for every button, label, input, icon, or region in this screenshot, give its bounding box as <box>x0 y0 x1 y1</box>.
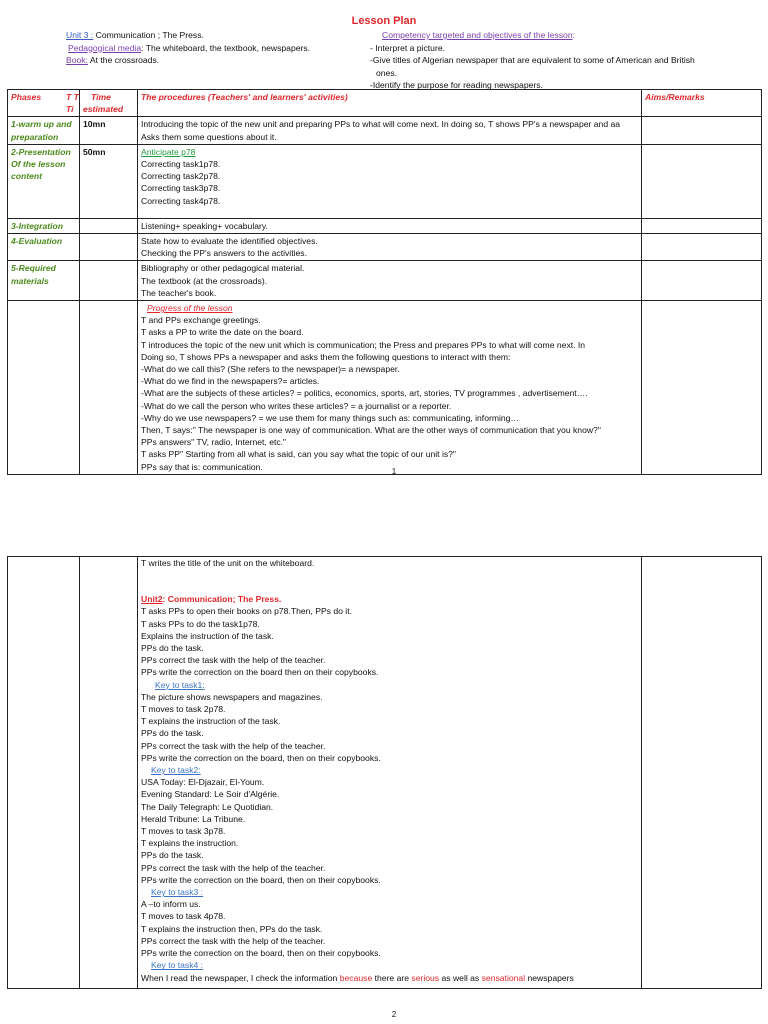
proc-line: T asks PPs to do the task1p78. <box>141 618 260 629</box>
proc-line: -What do we find in the newspapers?= articles. <box>141 376 320 387</box>
header-left <box>66 29 310 67</box>
time-cell <box>80 557 138 989</box>
proc-line: Doing so, T shows PPs a newspaper and asks them the following questions to interact with them: <box>141 351 511 362</box>
media-line <box>66 42 310 55</box>
final-sensational: sensational <box>481 972 526 983</box>
proc-line: PPs do the task. <box>141 850 204 861</box>
final-serious: serious <box>411 972 440 983</box>
proc-line: PPs do the task. <box>141 728 204 739</box>
time-cell <box>80 261 138 301</box>
header-time-label: Time <box>91 92 111 102</box>
phase-cell <box>8 557 80 989</box>
aims-cell <box>642 557 762 989</box>
header-estimated: estimated <box>83 104 124 115</box>
table-row <box>8 144 762 218</box>
proc-line: -What do we call the person who writes these articles? = a journalist or a reporter. <box>141 400 452 411</box>
phase-cell <box>8 301 80 475</box>
proc-line: T moves to task 3p78. <box>141 826 226 837</box>
final-text-b: there are <box>372 972 412 983</box>
time-cell <box>80 301 138 475</box>
competency-title: Competency targeted and objectives of the lesson <box>382 30 573 40</box>
header-tt: T T <box>66 92 79 102</box>
progress-title: Progress of the lesson <box>147 303 233 314</box>
lesson-table <box>7 89 762 475</box>
proc-line: T asks PP" Starting from all what is said, can you say what the topic of our unit is?" <box>141 449 456 460</box>
aims-cell <box>642 117 762 144</box>
proc-line: PPs do the task. <box>141 643 204 654</box>
proc-line: T moves to task 4p78. <box>141 911 226 922</box>
proc-line: T and PPs exchange greetings. <box>141 315 261 326</box>
proc-line: PPs say that is: communication. <box>141 461 263 472</box>
proc-line: PPs correct the task with the help of the teacher. <box>141 862 326 873</box>
page-number-2: 2 <box>391 1010 397 1019</box>
proc-line: The picture shows newspapers and magazines. <box>141 691 323 702</box>
phase-evaluation: 4-Evaluation <box>8 234 80 261</box>
header-aims: Aims/Remarks <box>642 90 762 117</box>
competency-colon: : <box>572 30 576 40</box>
proc-line: PPs write the correction on the board, then on their copybooks. <box>141 874 381 885</box>
key-to-task3: Key to task3 : <box>151 887 204 898</box>
phase-integration: 3-Integration <box>8 218 80 233</box>
proc-line: T explains the instruction then, PPs do the task. <box>141 923 323 934</box>
proc-line: Asks them some questions about it. <box>141 131 277 142</box>
proc-line: Correcting task2p78. <box>141 171 221 182</box>
proc-line: T introduces the topic of the new unit which is communication; the Press and prepares PPs to what will come next. In <box>141 339 586 350</box>
key-to-task2: Key to task2: <box>151 765 201 776</box>
book-label: Book: <box>66 55 88 65</box>
unit2-title <box>141 593 638 605</box>
table-header-row <box>8 90 762 117</box>
table-row <box>8 261 762 301</box>
aims-cell <box>642 301 762 475</box>
procedure-integration: Listening+ speaking+ vocabulary. <box>138 218 642 233</box>
time-cell <box>80 234 138 261</box>
proc-line: Checking the PP's answers to the activities. <box>141 248 307 259</box>
procedure-materials <box>138 261 642 301</box>
proc-line: PPs correct the task with the help of the teacher. <box>141 740 326 751</box>
proc-line: Bibliography or other pedagogical material. <box>141 263 305 274</box>
proc-line: T explains the instruction of the task. <box>141 716 281 727</box>
proc-line: PPs write the correction on the board, then on their copybooks. <box>141 948 381 959</box>
time-presentation: 50mn <box>80 144 138 218</box>
unit-text: Communication ; The Press. <box>93 30 204 40</box>
table-row <box>8 218 762 233</box>
proc-line: T writes the title of the unit on the whiteboard. <box>141 558 315 568</box>
procedure-continued <box>138 557 642 989</box>
phase-presentation: 2-Presentation Of the lesson content <box>8 144 80 218</box>
objective-1: - Interpret a picture. <box>370 42 445 53</box>
competency-line <box>370 29 730 42</box>
proc-line: The textbook (at the crossroads). <box>141 275 268 286</box>
proc-line: A –to inform us. <box>141 899 201 910</box>
book-line <box>66 54 310 67</box>
table-row <box>8 117 762 144</box>
table-row <box>8 557 762 989</box>
proc-line: Correcting task1p78. <box>141 159 221 170</box>
proc-line: Correcting task3p78. <box>141 183 221 194</box>
phase-warm-up: 1-warm up and preparation <box>8 117 80 144</box>
procedure-progress <box>138 301 642 475</box>
proc-line: PPs correct the task with the help of the teacher. <box>141 655 326 666</box>
proc-line: T explains the instruction. <box>141 838 239 849</box>
header-right <box>370 29 730 92</box>
proc-line: PPs answers" TV, radio, Internet, etc." <box>141 437 287 448</box>
procedure-evaluation <box>138 234 642 261</box>
page-number-1: 1 <box>391 467 397 476</box>
final-because: because <box>339 972 373 983</box>
key-to-task1: Key to task1: <box>155 679 205 690</box>
proc-line: T moves to task 2p78. <box>141 704 226 715</box>
header-phases <box>8 90 80 117</box>
phase-materials: 5-Required materials <box>8 261 80 301</box>
aims-cell <box>642 218 762 233</box>
time-cell <box>80 218 138 233</box>
header-procedures: The procedures (Teachers' and learners' activities) <box>138 90 642 117</box>
proc-line: The teacher's book. <box>141 287 217 298</box>
proc-line: PPs write the correction on the board, then on their copybooks. <box>141 752 381 763</box>
proc-line: USA Today: El-Djazair, El-Youm. <box>141 777 265 788</box>
final-text-d: newspapers <box>525 972 574 983</box>
media-text: : The whiteboard, the textbook, newspapers. <box>141 42 311 53</box>
proc-line: T asks a PP to write the date on the board. <box>141 327 304 338</box>
objective-2: -Give titles of Algerian newspaper that are equivalent to some of American and British <box>370 55 695 65</box>
unit-label: Unit 3 : <box>66 30 94 40</box>
proc-line: -What do we call this? (She refers to the newspaper)= a newspaper. <box>141 364 400 375</box>
aims-cell <box>642 234 762 261</box>
proc-line: State how to evaluate the identified objectives. <box>141 236 318 247</box>
proc-line: Correcting task4p78. <box>141 195 221 206</box>
proc-line: The Daily Telegraph: Le Quotidian. <box>141 801 274 812</box>
proc-line: Herald Tribune: La Tribune. <box>141 813 246 824</box>
lesson-table-continued <box>7 556 762 989</box>
proc-line: T asks PPs to open their books on p78.Then, PPs do it. <box>141 606 352 617</box>
table-row <box>8 234 762 261</box>
header-phases-label: Phases <box>11 92 42 102</box>
final-text-a: When I read the newspaper, I check the information <box>141 972 340 983</box>
proc-line: Then, T says:" The newspaper is one way of communication. What are the other ways of communication that you know?" <box>141 425 601 436</box>
proc-line: PPs correct the task with the help of the teacher. <box>141 935 326 946</box>
header-time <box>80 90 138 117</box>
table-row <box>8 301 762 475</box>
proc-line: Explains the instruction of the task. <box>141 630 274 641</box>
unit2-text: : Communication; The Press. <box>162 594 282 605</box>
spacer <box>141 569 638 593</box>
objective-4: -Identify the purpose for reading newspapers. <box>370 80 543 90</box>
unit-line <box>66 29 310 42</box>
proc-line: -What are the subjects of these articles? = politics, economics, sports, art, stories, TV programmes , advertisement…. <box>141 388 588 399</box>
aims-cell <box>642 144 762 218</box>
procedure-warm-up <box>138 117 642 144</box>
final-text-c: as well as <box>439 972 482 983</box>
unit2-label: Unit2 <box>141 594 163 605</box>
header-ti: Ti <box>66 104 74 114</box>
book-text: At the crossroads. <box>87 55 160 65</box>
objective-3: ones. <box>376 67 398 78</box>
page-title: Lesson Plan <box>351 15 417 27</box>
anticipate-link: Anticipate p78 <box>141 146 196 157</box>
media-label: Pedagogical media <box>68 42 142 53</box>
final-sentence <box>141 972 638 984</box>
proc-line: Introducing the topic of the new unit and preparing PPs to what will come next. In doing so, T shows PP's a newspaper and aa <box>141 119 621 130</box>
proc-line: Evening Standard: Le Soir d'Algérie. <box>141 789 280 800</box>
proc-line: -Why do we use newspapers? = we use them for many things such as: communicating, informing… <box>141 412 520 423</box>
procedure-presentation <box>138 144 642 218</box>
aims-cell <box>642 261 762 301</box>
time-warm-up: 10mn <box>80 117 138 144</box>
proc-line: PPs write the correction on the board then on their copybooks. <box>141 667 379 678</box>
key-to-task4: Key to task4 : <box>151 960 204 971</box>
